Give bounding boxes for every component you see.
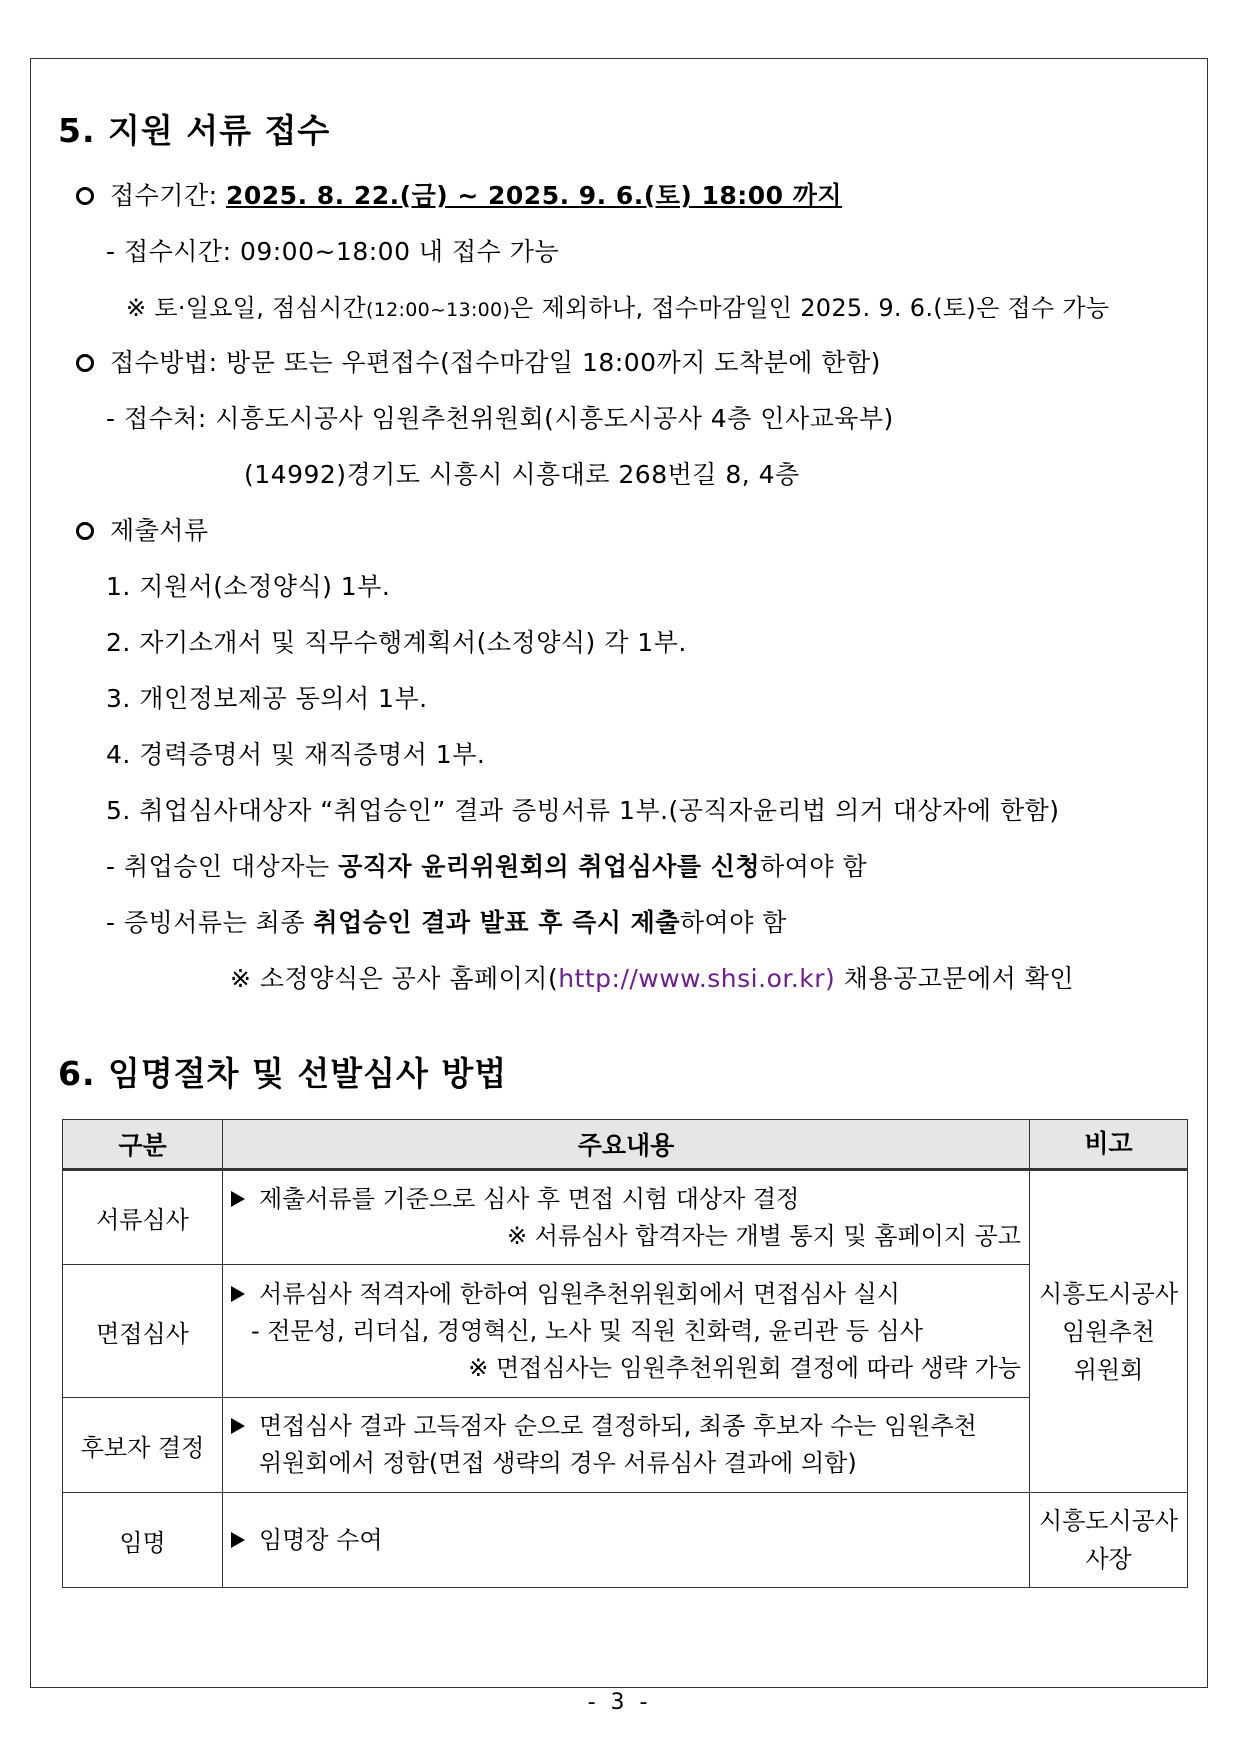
form-note-pre: ※ 소정양식은 공사 홈페이지(: [230, 964, 559, 993]
circle-bullet-icon: [76, 187, 94, 205]
homepage-link[interactable]: http://www.shsi.or.kr): [558, 964, 836, 993]
row-category: 서류심사: [63, 1170, 223, 1265]
time-line: - 접수시간: 09:00~18:00 내 접수 가능: [106, 237, 560, 266]
procedure-table: [62, 1119, 1188, 1588]
table-row: [63, 1398, 1188, 1493]
doc-item-5: 5. 취업심사대상자 “취업승인” 결과 증빙서류 1부.(공직자윤리법 의거 대상자에 한함): [106, 796, 1060, 825]
header-category: 구분: [63, 1120, 223, 1170]
note-evidence: [106, 903, 787, 939]
docs-title-row: [76, 511, 209, 547]
circle-bullet-icon: [76, 522, 94, 540]
note-approval-post: 하여야 함: [760, 852, 868, 881]
content-line: [231, 1408, 1021, 1445]
content-line: [231, 1276, 1021, 1313]
content-note: ※ 서류심사 합격자는 개별 통지 및 홈페이지 공고: [506, 1221, 1021, 1250]
row-content: [223, 1398, 1030, 1493]
docs-title: 제출서류: [110, 516, 209, 545]
place-line: - 접수처: 시흥도시공사 임원추천위원회(시흥도시공사 4층 인사교육부): [106, 404, 894, 433]
remark-line: 시흥도시공사: [1038, 1279, 1179, 1308]
content-line-text: 제출서류를 기준으로 심사 후 면접 시험 대상자 결정: [259, 1184, 800, 1213]
arrow-bullet-icon: [231, 1418, 245, 1434]
content-line: [231, 1181, 1021, 1218]
period-value: 2025. 8. 22.(금) ~ 2025. 9. 6.(토) 18:00 까지: [225, 181, 843, 210]
arrow-bullet-icon: [231, 1191, 245, 1207]
note-suffix: 은 제외하나, 접수마감일인 2025. 9. 6.(토)은 접수 가능: [510, 294, 1110, 322]
method-text: 접수방법: 방문 또는 우편접수(접수마감일 18:00까지 도착분에 한함): [110, 348, 881, 377]
period-row: [76, 176, 842, 212]
note-approval-pre: - 취업승인 대상자는: [106, 852, 339, 881]
content-line: [231, 1522, 1021, 1559]
doc-item-3: 3. 개인정보제공 동의서 1부.: [106, 684, 428, 713]
remark-ceo: [1030, 1493, 1188, 1588]
section6-title: 6. 임명절차 및 선발심사 방법: [58, 1054, 508, 1093]
note-approval: [106, 847, 867, 883]
table-row: [63, 1265, 1188, 1398]
header-remark: 비고: [1030, 1120, 1188, 1170]
row-content: [223, 1170, 1030, 1265]
table-header-row: [63, 1120, 1188, 1170]
note-evidence-post: 하여야 함: [679, 908, 787, 937]
method-row: [76, 343, 881, 379]
section5-title: 5. 지원 서류 접수: [58, 111, 331, 150]
note-small: (12:00~13:00): [366, 299, 511, 321]
circle-bullet-icon: [76, 354, 94, 372]
remark-line: 임원추천: [1062, 1317, 1155, 1346]
note-line: [126, 288, 1109, 323]
remark-committee: [1030, 1170, 1188, 1493]
row-category: 면접심사: [63, 1265, 223, 1398]
table-row: [63, 1493, 1188, 1588]
row-category: 후보자 결정: [63, 1398, 223, 1493]
arrow-bullet-icon: [231, 1532, 245, 1548]
form-note-post: 채용공고문에서 확인: [835, 964, 1075, 993]
note-evidence-pre: - 증빙서류는 최종: [106, 908, 314, 937]
content-line-text: 서류심사 적격자에 한하여 임원추천위원회에서 면접심사 실시: [259, 1279, 900, 1308]
remark-line: 사장: [1085, 1545, 1132, 1573]
note-prefix: ※ 토·일요일, 점심시간: [126, 294, 366, 322]
note-approval-bold: 공직자 윤리위원회의 취업심사를 신청: [338, 852, 761, 881]
arrow-bullet-icon: [231, 1286, 245, 1302]
content-line: 위원회에서 정함(면접 생략의 경우 서류심사 결과에 의함): [259, 1449, 857, 1477]
doc-item-1: 1. 지원서(소정양식) 1부.: [106, 572, 391, 601]
doc-item-2: 2. 자기소개서 및 직무수행계획서(소정양식) 각 1부.: [106, 628, 687, 657]
content-note: ※ 면접심사는 임원추천위원회 결정에 따라 생략 가능: [468, 1353, 1021, 1382]
row-content: [223, 1493, 1030, 1588]
remark-line: 위원회: [1073, 1355, 1144, 1384]
row-category: 임명: [63, 1493, 223, 1588]
row-content: [223, 1265, 1030, 1398]
content-line: - 전문성, 리더십, 경영혁신, 노사 및 직원 친화력, 윤리관 등 심사: [251, 1316, 923, 1345]
header-content: 주요내용: [223, 1120, 1030, 1170]
content-line-text: 임명장 수여: [259, 1525, 383, 1554]
doc-item-4: 4. 경력증명서 및 재직증명서 1부.: [106, 740, 486, 769]
period-label: 접수기간:: [110, 181, 218, 210]
content-line-text: 면접심사 결과 고득점자 순으로 결정하되, 최종 후보자 수는 임원추천: [259, 1412, 977, 1440]
page-number: - 3 -: [587, 1690, 652, 1715]
remark-line: 시흥도시공사: [1038, 1507, 1179, 1535]
address-line: (14992)경기도 시흥시 시흥대로 268번길 8, 4층: [244, 460, 800, 489]
form-note: [230, 959, 1074, 995]
table-row: [63, 1170, 1188, 1265]
note-evidence-bold: 취업승인 결과 발표 후 즉시 제출: [313, 908, 680, 937]
